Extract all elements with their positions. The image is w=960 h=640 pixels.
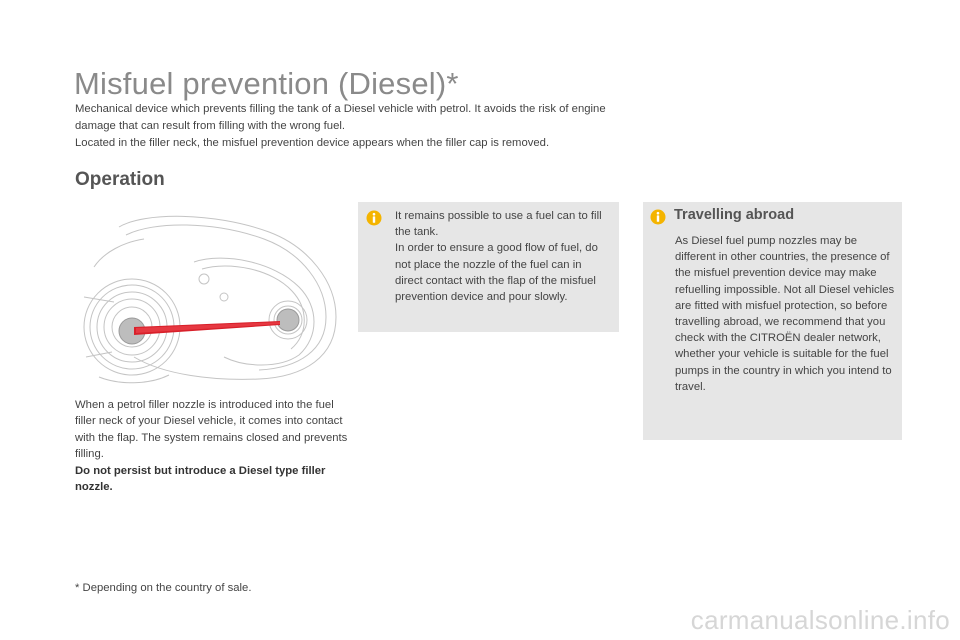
operation-description: When a petrol filler nozzle is introduced into the fuel filler neck of your Diesel vehicle, it comes into contact with the flap. The system remains closed and prevents filling. [75, 399, 348, 461]
operation-warning: Do not persist but introduce a Diesel type filler nozzle. [75, 464, 326, 494]
intro-paragraph-2: Located in the filler neck, the misfuel prevention device appears when the filler cap is removed. [75, 137, 550, 149]
info-icon [650, 209, 666, 230]
footnote: * Depending on the country of sale. [75, 582, 252, 594]
info-icon [366, 210, 382, 231]
section-heading-operation: Operation [75, 169, 165, 190]
info-box-fuel-can [358, 202, 619, 332]
intro-paragraph-1: Mechanical device which prevents filling the tank of a Diesel vehicle with petrol. It avoids the risk of engine damage that can result from filling with the wrong fuel. [75, 103, 606, 132]
intro-text [75, 101, 645, 152]
operation-text [75, 397, 350, 495]
watermark: carmanualsonline.info [690, 605, 950, 635]
page-title: Misfuel prevention (Diesel)* [74, 66, 459, 101]
info-box-travelling-abroad-text [675, 233, 897, 395]
info-box-heading: Travelling abroad [674, 207, 795, 223]
info-box-fuel-can-text [395, 208, 607, 305]
info-box-travelling-abroad [643, 202, 902, 440]
info-box-fuel-can-line-2: In order to ensure a good flow of fuel, do not place the nozzle of the fuel can in direct contact with the flap of the misfuel prevention device and pour slowly. [395, 242, 598, 304]
info-box-fuel-can-line-1: It remains possible to use a fuel can to fill the tank. [395, 210, 602, 239]
info-box-travelling-abroad-paragraph: As Diesel fuel pump nozzles may be different in other countries, the presence of the misfuel prevention device may make refuelling impossible. Not all Diesel vehicles are fitted with misfuel protection, so before travelling abroad, we recommend that you check with the CITROËN dealer network, whether your vehicle is suitable for the fuel pumps in the country in which you intend to travel. [675, 235, 895, 393]
filler-neck-illustration [74, 207, 344, 387]
